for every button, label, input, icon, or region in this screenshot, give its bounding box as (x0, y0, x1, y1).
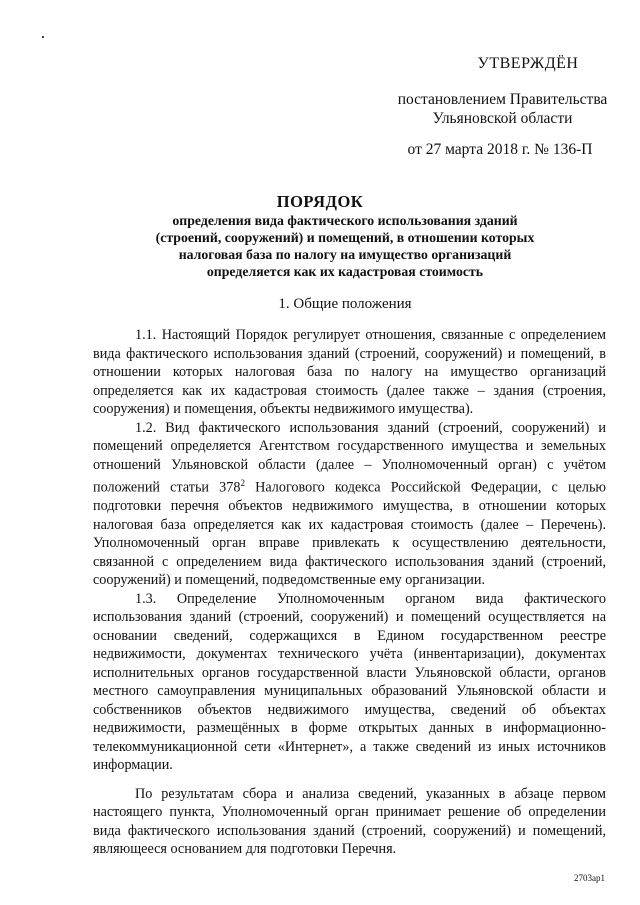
document-title: ПОРЯДОК (276, 192, 364, 211)
approval-stamp-title: УТВЕРЖДЁН (477, 55, 579, 72)
scan-speck (42, 36, 44, 38)
paragraph-1-3: 1.3. Определение Уполномоченным органом вида фактического использования зданий (строений, сооружений) и помещений осуществляется на основании сведений, содержащихся в Едином государственном реестре недвижимости, документах технического учёта (инвентаризации), документах исполнительных органов государственной власти Ульяновской области, органов местного самоуправления муниципальных образований Ульяновской области и собственников объектов недвижимого имущества, сведений об объектах недвижимости, размещённых в форме открытых данных в информационно-телекоммуникационной сети «Интернет», а также сведений из иных источников информации. (93, 590, 606, 774)
paragraph-1-2-part-2: Налогового кодекса Российской Федерации, с целью подготовки перечня объектов недвижимого имущества, в отношении которых налоговая база определяется как их кадастровая стоимость (далее – Перечень). Уполномоченный орган вправе привлекать к осуществлению деятельности, связанной с определением вида фактического использования зданий (строений, сооружений) и помещений, подведомственные ему организации. (93, 479, 607, 589)
article-superscript: 2 (240, 478, 245, 488)
section-heading: 1. Общие положения (278, 296, 412, 312)
approval-date: от 27 марта 2018 г. № 136-П (407, 141, 593, 158)
footer-code: 2703ар1 (574, 873, 605, 883)
approval-decree: постановлением Правительства Ульяновской области (397, 91, 608, 127)
paragraph-1-3-second: По результатам сбора и анализа сведений, указанных в абзаце первом настоящего пункта, Уполномоченный орган принимает решение об определении вида фактического использования зданий (строений, сооружений) и помещений, являющееся основанием для подготовки Перечня. (93, 785, 606, 858)
paragraph-1-2-part-1: 1.2. Вид фактического использования зданий (строений, сооружений) и помещений определяется Агентством государственного имущества и земельных отношений Ульяновской области (далее – Уполномоченный орган) с учётом положений статьи 378 (93, 419, 606, 496)
paragraph-1-1: 1.1. Настоящий Порядок регулирует отношения, связанные с определением вида фактического использования зданий (строений, сооружений) и помещений, в отношении которых налоговая база по налогу на имущество организаций определяется как их кадастровая стоимость (далее также – здания (строения, сооружения) и помещения, объекты недвижимого имущества). (93, 327, 606, 417)
document-subtitle: определения вида фактического использования зданий (строений, сооружений) и помещений, в отношении которых налоговая база по налогу на имущество организаций определяется как их кадастровая стоимость (155, 213, 535, 279)
document-body (93, 326, 606, 859)
paragraph-1-2 (93, 419, 606, 590)
